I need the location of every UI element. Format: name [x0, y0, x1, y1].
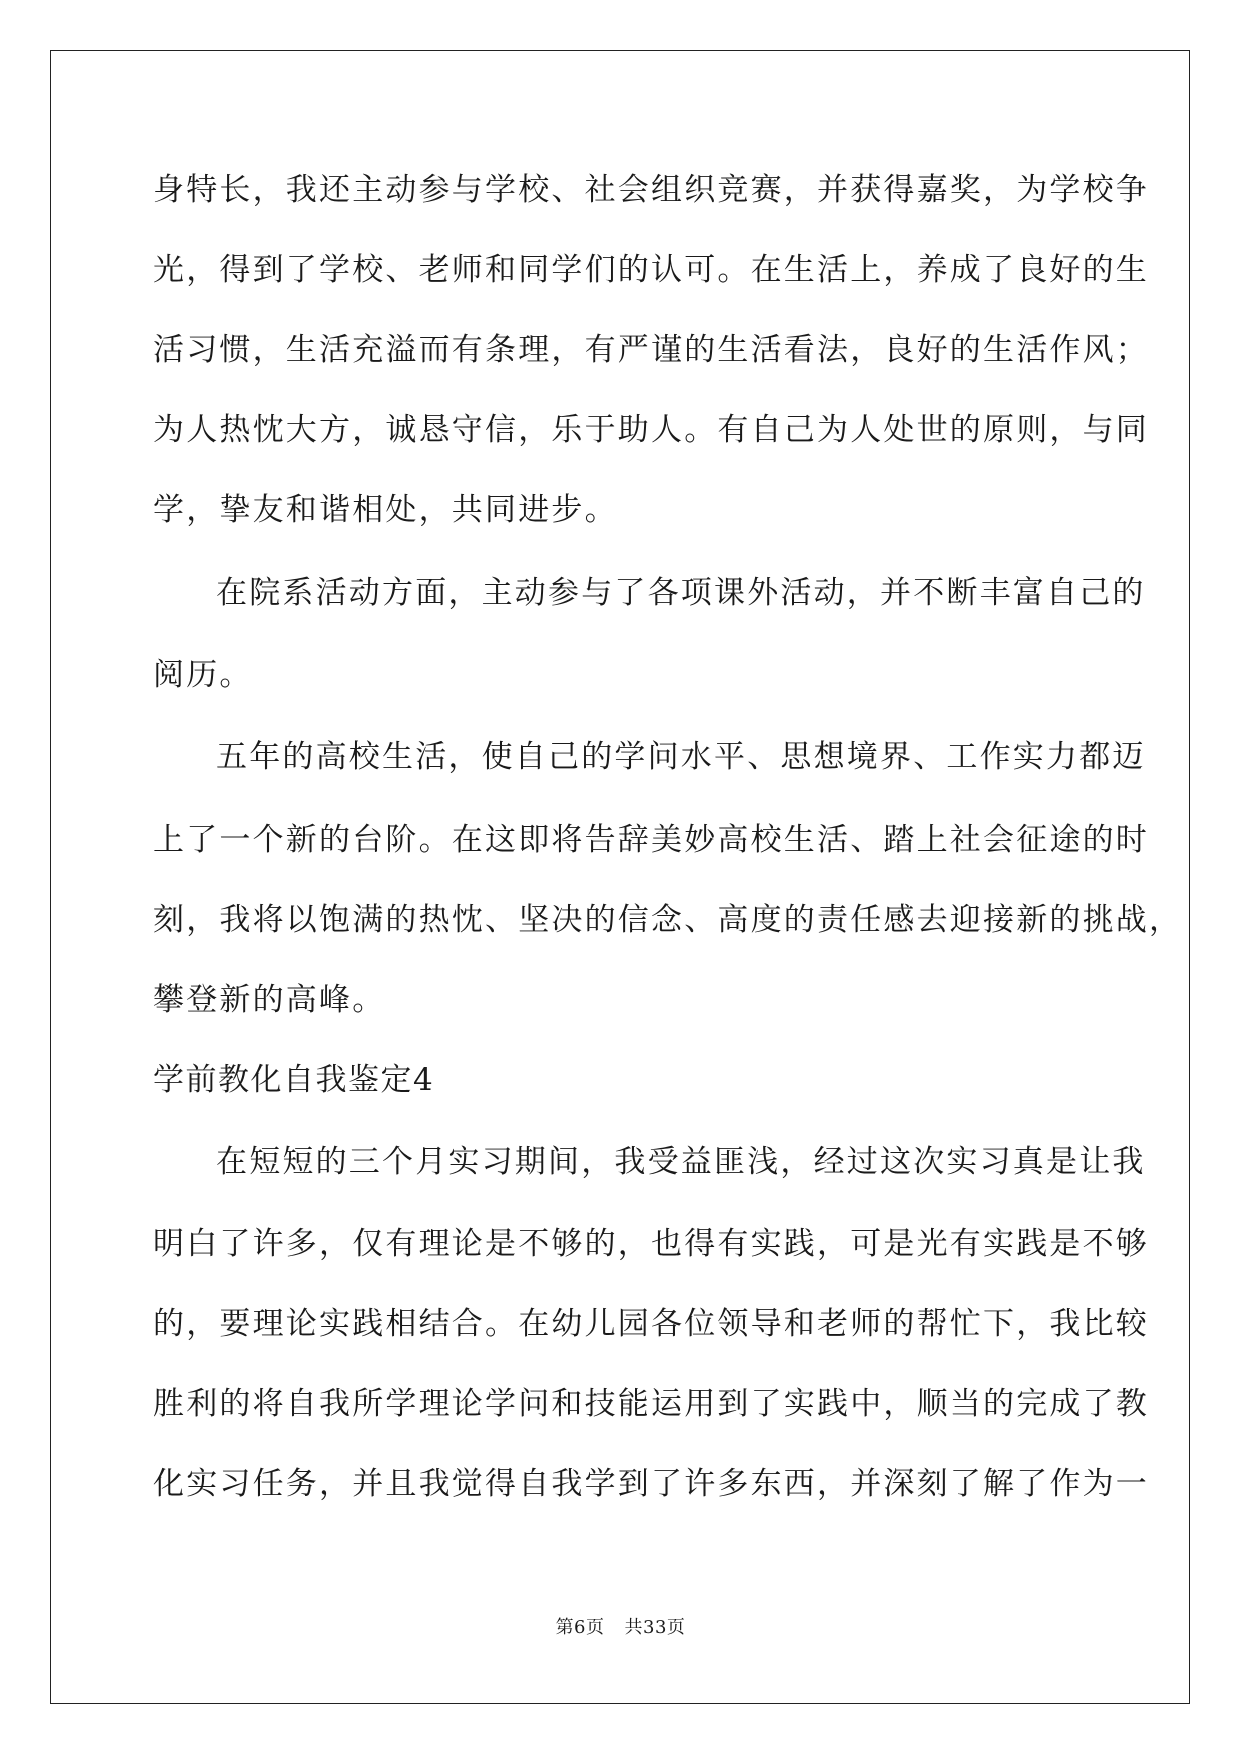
- paragraph-first-line: 在院系活动方面，主动参与了各项课外活动，并不断丰富自己的: [216, 575, 1146, 611]
- page-footer: [0, 1616, 1241, 1640]
- body-line: 刻，我将以饱满的热忱、坚决的信念、高度的责任感去迎接新的挑战，: [153, 902, 1183, 938]
- body-line: 为人热忱大方，诚恳守信，乐于助人。有自己为人处世的原则，与同: [153, 412, 1149, 448]
- body-line: 身特长，我还主动参与学校、社会组织竞赛，并获得嘉奖，为学校争: [153, 172, 1149, 208]
- body-line: 攀登新的高峰。: [153, 982, 386, 1018]
- paragraph-first-line: 在短短的三个月实习期间，我受益匪浅，经过这次实习真是让我: [216, 1144, 1146, 1180]
- section-heading: 学前教化自我鉴定4: [153, 1062, 435, 1098]
- body-line: 的，要理论实践相结合。在幼儿园各位领导和老师的帮忙下，我比较: [153, 1306, 1149, 1342]
- body-line: 明白了许多，仅有理论是不够的，也得有实践，可是光有实践是不够: [153, 1226, 1149, 1262]
- body-line: 光，得到了学校、老师和同学们的认可。在生活上，养成了良好的生: [153, 252, 1149, 288]
- page-border: [50, 50, 1190, 1704]
- paragraph-first-line: 五年的高校生活，使自己的学问水平、思想境界、工作实力都迈: [216, 739, 1146, 775]
- body-line: 阅历。: [153, 657, 253, 693]
- body-line: 学，挚友和谐相处，共同进步。: [153, 492, 618, 528]
- body-line: 胜利的将自我所学理论学问和技能运用到了实践中，顺当的完成了教: [153, 1386, 1149, 1422]
- body-line: 化实习任务，并且我觉得自我学到了许多东西，并深刻了解了作为一: [153, 1466, 1149, 1502]
- body-line: 活习惯，生活充溢而有条理，有严谨的生活看法，良好的生活作风；: [153, 332, 1149, 368]
- page-total: 共33页: [624, 1617, 686, 1638]
- page-number: 第6页: [555, 1617, 605, 1638]
- body-line: 上了一个新的台阶。在这即将告辞美妙高校生活、踏上社会征途的时: [153, 822, 1149, 858]
